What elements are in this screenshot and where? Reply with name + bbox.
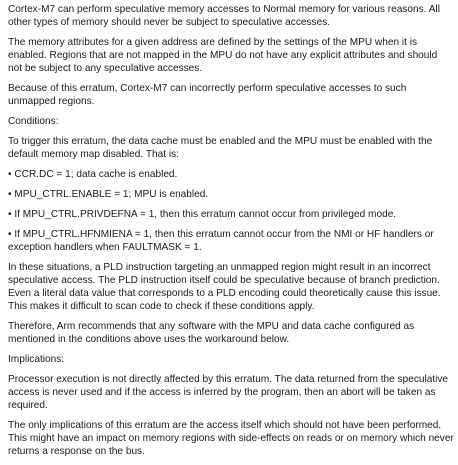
bullet-icon: • (8, 189, 12, 200)
paragraph-situations: In these situations, a PLD instruction targeting an unmapped region might result in an incorrect speculative access. The PLD instruction itself could be speculative because of branch prediction. Even a literal data value that corresponds to a PLD encoding could theoretically cause this issue. This makes it difficult to scan code to check if these conditions apply. (8, 262, 441, 312)
heading-conditions: Conditions: (8, 116, 59, 127)
bullet-item (8, 208, 454, 221)
paragraph-memory-attributes: The memory attributes for a given address are defined by the settings of the MPU when it is enabled. Regions that are not mapped in the MPU do not have any explicit attributes and should not be subject to any speculative accesses. (8, 37, 438, 74)
bullet-text: If MPU_CTRL.HFNMIENA = 1, then this erratum cannot occur from the NMI or HF handlers or exception handlers when FAULTMASK = 1. (8, 229, 434, 253)
bullet-text: MPU_CTRL.ENABLE = 1; MPU is enabled. (14, 189, 209, 200)
bullet-text: CCR.DC = 1; data cache is enabled. (14, 169, 178, 180)
bullet-item (8, 188, 454, 201)
heading-implications: Implications: (8, 354, 65, 365)
bullet-item (8, 228, 454, 254)
paragraph-erratum-effect: Because of this erratum, Cortex-M7 can incorrectly perform speculative accesses to such unmapped regions. (8, 83, 407, 107)
bullet-icon: • (8, 229, 12, 240)
document-body (8, 3, 454, 465)
paragraph-recommendation: Therefore, Arm recommends that any software with the MPU and data cache configured as mentioned in the conditions above uses the workaround below. (8, 321, 415, 345)
paragraph-trigger: To trigger this erratum, the data cache must be enabled and the MPU must be enabled with the default memory map disabled. That is: (8, 136, 433, 160)
bullet-icon: • (8, 169, 12, 180)
bullet-item (8, 168, 454, 181)
paragraph-implications-detail: The only implications of this erratum are the access itself which should not have been performed. This might have an impact on memory regions with side-effects on reads or on memory which never returns a response on the bus. (8, 420, 454, 457)
bullet-icon: • (8, 209, 12, 220)
paragraph-execution: Processor execution is not directly affected by this erratum. The data returned from the speculative access is never used and if the access is inferred by the program, then an abort will be taken as required. (8, 374, 449, 411)
paragraph-intro: Cortex-M7 can perform speculative memory accesses to Normal memory for various reasons. All other types of memory should never be subject to speculative accesses. (8, 4, 440, 28)
bullet-text: If MPU_CTRL.PRIVDEFNA = 1, then this erratum cannot occur from privileged mode. (14, 209, 397, 220)
